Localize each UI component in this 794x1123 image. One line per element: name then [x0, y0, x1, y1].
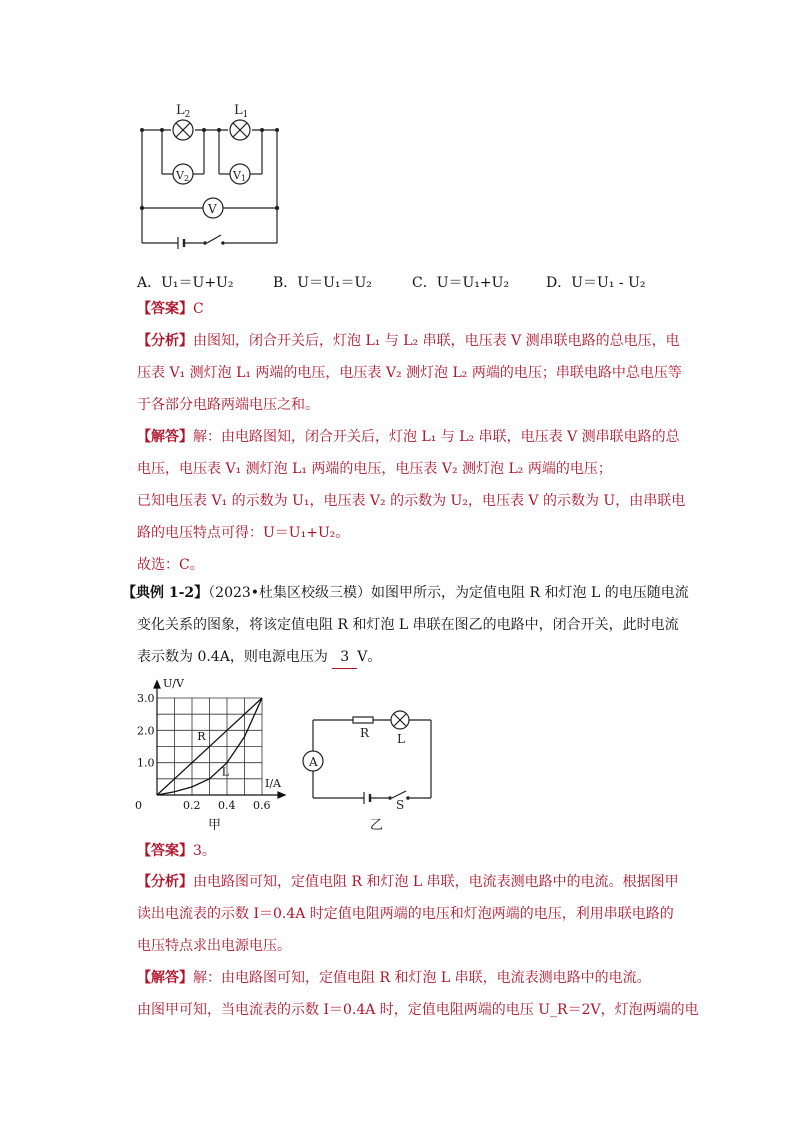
u-i-chart	[135, 675, 295, 835]
label-A: A	[309, 755, 318, 769]
x-tick-label: 0	[135, 799, 142, 812]
circuit-2-caption: 乙	[370, 818, 384, 833]
solution-1-line-2: 电压，电压表 V₁ 测灯泡 L₁ 两端的电压，电压表 V₂ 测灯泡 L₂ 两端的电压；	[137, 461, 612, 477]
x-tick-label: 0.4	[218, 799, 236, 812]
label-L1: $L_1$	[234, 103, 249, 120]
solution-2-line-1: 【解答】解：由电路图可知，定值电阻 R 和灯泡 L 串联，电流表测电路中的电流。	[137, 970, 651, 986]
label-S: S	[396, 798, 405, 810]
analysis-1-line-3: 于各部分电路两端电压之和。	[137, 397, 319, 413]
answer-1: 【答案】C	[137, 301, 204, 317]
option-c[interactable]: C．U＝U₁+U₂	[412, 275, 510, 291]
analysis-2-line-1: 【分析】由电路图可知，定值电阻 R 和灯泡 L 串联，电流表测电路中的电流。根据图甲	[137, 874, 679, 890]
y-tick-label: 1.0	[137, 756, 155, 770]
analysis-1-line-1: 【分析】由图知，闭合开关后，灯泡 L₁ 与 L₂ 串联，电压表 V 测串联电路的总电压，电	[137, 333, 680, 349]
option-a[interactable]: A．U₁＝U+U₂	[137, 275, 234, 291]
y-axis-label: U/V	[163, 677, 184, 690]
chart-caption: 甲	[208, 818, 222, 833]
y-axis-arrow	[154, 681, 160, 688]
x-tick-label: 0.6	[253, 799, 271, 812]
solution-2-line-2: 由图甲可知，当电流表的示数 I＝0.4A 时，定值电阻两端的电压 U_R＝2V，灯泡两端的电	[137, 1002, 699, 1018]
x-axis-arrow	[278, 792, 285, 798]
example-line-3: 表示数为 0.4A，则电源电压为 3 V。	[137, 646, 381, 669]
y-tick-label: 3.0	[137, 692, 155, 705]
solution-1-line-5: 故选：C。	[137, 557, 204, 573]
option-b[interactable]: B．U＝U₁＝U₂	[273, 275, 372, 291]
label-L2: $L_2$	[176, 103, 191, 120]
solution-1-line-4: 路的电压特点可得：U＝U₁+U₂。	[137, 525, 350, 541]
label-V1: V1	[233, 169, 247, 183]
series-label-R: R	[197, 730, 206, 744]
analysis-2-line-3: 电压特点求出电源电压。	[137, 938, 291, 954]
x-axis-label: I/A	[265, 777, 281, 790]
answer-blank[interactable]: 3	[332, 646, 357, 669]
solution-1-line-1: 【解答】解：由电路图知，闭合开关后，灯泡 L₁ 与 L₂ 串联，电压表 V 测串联电路的总	[137, 429, 680, 445]
analysis-2-line-2: 读出电流表的示数 I＝0.4A 时定值电阻两端的电压和灯泡两端的电压，利用串联电路的	[137, 906, 674, 922]
circuit-diagram-1	[130, 98, 290, 250]
solution-1-line-3: 已知电压表 V₁ 的示数为 U₁，电压表 V₂ 的示数为 U₂，电压表 V 的示数为 U，由串联电	[137, 493, 686, 509]
option-d[interactable]: D．U＝U₁ - U₂	[546, 275, 646, 291]
x-tick-label: 0.2	[183, 799, 201, 812]
answer-2: 【答案】3。	[137, 843, 216, 859]
y-tick-label: 2.0	[137, 724, 155, 738]
label-L: L	[397, 732, 405, 746]
example-line-2: 变化关系的图象，将该定值电阻 R 和灯泡 L 串联在图乙的电路中，闭合开关，此时电流	[137, 617, 679, 633]
label-V2: V2	[176, 169, 190, 183]
series-label-L: L	[221, 765, 230, 779]
circuit-diagram-2	[300, 705, 440, 810]
label-R: R	[360, 726, 370, 740]
analysis-1-line-2: 压表 V₁ 测灯泡 L₁ 两端的电压，电压表 V₂ 测灯泡 L₂ 两端的电压；串联电路中总电压等	[137, 365, 682, 381]
example-line-1: 【典例 1-2】（2023•杜集区校级三模）如图甲所示，为定值电阻 R 和灯泡 L 的电压随电流	[122, 585, 689, 601]
label-V: V	[208, 202, 217, 216]
